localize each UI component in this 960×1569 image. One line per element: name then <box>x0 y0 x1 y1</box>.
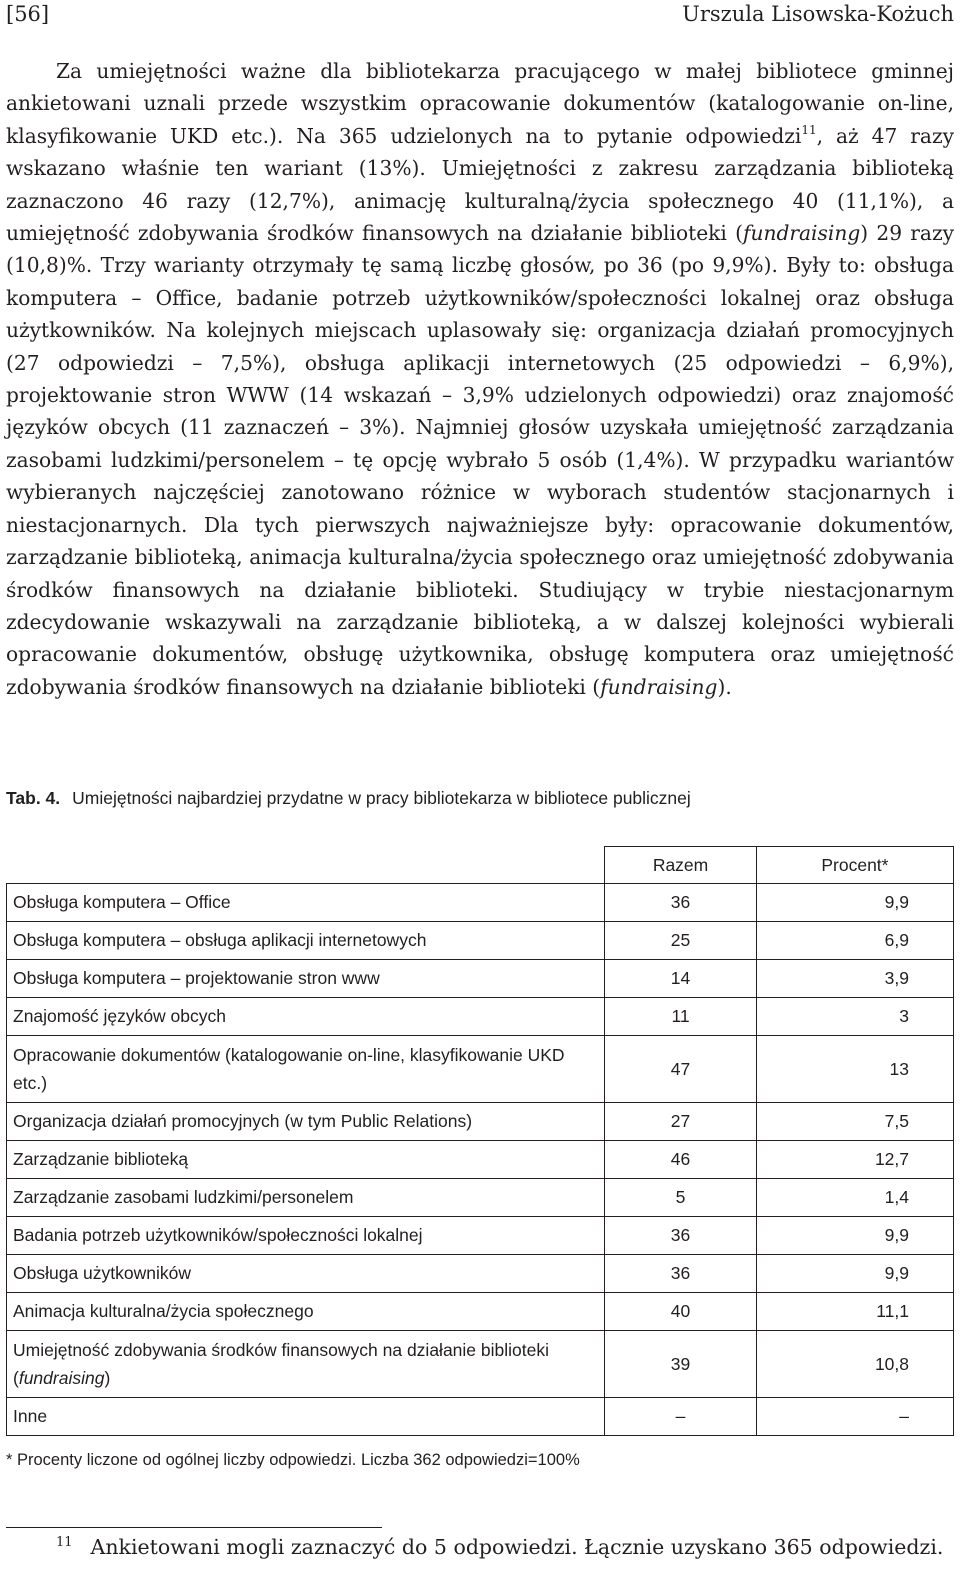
row-procent: 9,9 <box>756 1217 953 1255</box>
row-razem: – <box>605 1398 757 1436</box>
table-row <box>7 1398 954 1436</box>
column-header-procent: Procent* <box>756 847 953 884</box>
row-procent: 3,9 <box>756 960 953 998</box>
row-label: Obsługa komputera – projektowanie stron www <box>7 960 605 998</box>
row-procent: – <box>756 1398 953 1436</box>
page-number: [56] <box>6 2 50 26</box>
table-row <box>7 884 954 922</box>
row-label-italic: fundraising <box>18 1368 105 1388</box>
footnote-divider <box>6 1527 382 1528</box>
row-razem: 39 <box>605 1331 757 1398</box>
row-procent: 12,7 <box>756 1141 953 1179</box>
row-label: Badania potrzeb użytkowników/społeczności lokalnej <box>7 1217 605 1255</box>
row-label: Organizacja działań promocyjnych (w tym Public Relations) <box>7 1103 605 1141</box>
column-header-razem: Razem <box>605 847 757 884</box>
row-procent: 13 <box>756 1036 953 1103</box>
footnote-reference[interactable]: 11 <box>801 122 817 137</box>
row-label: Obsługa użytkowników <box>7 1255 605 1293</box>
row-label-text: Umiejętność zdobywania środków finansowych na działanie biblioteki ( <box>13 1340 549 1388</box>
table-row <box>7 1331 954 1398</box>
row-label: Zarządzanie zasobami ludzkimi/personelem <box>7 1179 605 1217</box>
table-header-blank <box>7 847 605 884</box>
page-header <box>6 0 954 30</box>
running-head-author: Urszula Lisowska-Kożuch <box>682 2 954 26</box>
row-procent: 11,1 <box>756 1293 953 1331</box>
row-label <box>7 1331 605 1398</box>
paragraph-text: ). <box>717 674 732 699</box>
row-label: Obsługa komputera – obsługa aplikacji internetowych <box>7 922 605 960</box>
body-paragraph <box>6 55 954 703</box>
row-procent: 7,5 <box>756 1103 953 1141</box>
table-row <box>7 1036 954 1103</box>
table-row <box>7 1141 954 1179</box>
footnote-text: Ankietowani mogli zaznaczyć do 5 odpowiedzi. Łącznie uzyskano 365 odpowiedzi. <box>90 1535 944 1559</box>
row-procent: 6,9 <box>756 922 953 960</box>
row-razem: 36 <box>605 1255 757 1293</box>
row-razem: 36 <box>605 884 757 922</box>
footnote-number: 11 <box>56 1535 73 1550</box>
table-note: * Procenty liczone od ogólnej liczby odpowiedzi. Liczba 362 odpowiedzi=100% <box>6 1451 580 1469</box>
table-row <box>7 1217 954 1255</box>
row-procent: 9,9 <box>756 1255 953 1293</box>
row-label: Zarządzanie biblioteką <box>7 1141 605 1179</box>
table-caption-text: Umiejętności najbardziej przydatne w pracy bibliotekarza w bibliotece publicznej <box>72 788 691 808</box>
italic-term: fundraising <box>742 221 861 246</box>
body-text <box>6 55 954 703</box>
table-caption <box>6 788 691 809</box>
table-header-row <box>7 847 954 884</box>
table-caption-label: Tab. 4. <box>6 788 61 808</box>
table-row <box>7 1103 954 1141</box>
row-label: Opracowanie dokumentów (katalogowanie on-line, klasyfikowanie UKD etc.) <box>7 1036 605 1103</box>
table-row <box>7 1255 954 1293</box>
row-razem: 46 <box>605 1141 757 1179</box>
row-razem: 11 <box>605 998 757 1036</box>
row-label: Inne <box>7 1398 605 1436</box>
row-procent: 9,9 <box>756 884 953 922</box>
row-label: Znajomość języków obcych <box>7 998 605 1036</box>
row-procent: 10,8 <box>756 1331 953 1398</box>
footnote <box>6 1535 943 1559</box>
row-procent: 1,4 <box>756 1179 953 1217</box>
skills-table <box>6 846 954 1436</box>
paragraph-text: Za umiejętności ważne dla bibliotekarza pracującego w małej bibliotece gminnej ankietowani uznali przede wszystkim opracowanie dokumentów (katalogowanie on-line, klasyfikowanie UKD etc.). Na 365 udzielonych na to pytanie odpowiedzi <box>6 59 954 148</box>
italic-term: fundraising <box>600 674 718 699</box>
row-razem: 47 <box>605 1036 757 1103</box>
row-razem: 14 <box>605 960 757 998</box>
row-label-text: ) <box>104 1368 111 1388</box>
table-row <box>7 1179 954 1217</box>
table-row <box>7 960 954 998</box>
row-razem: 5 <box>605 1179 757 1217</box>
row-label: Obsługa komputera – Office <box>7 884 605 922</box>
table-row <box>7 922 954 960</box>
row-label: Animacja kulturalna/życia społecznego <box>7 1293 605 1331</box>
table-row <box>7 1293 954 1331</box>
row-razem: 40 <box>605 1293 757 1331</box>
row-razem: 27 <box>605 1103 757 1141</box>
table-row <box>7 998 954 1036</box>
paragraph-text: , aż 47 razy wskazano właśnie ten wariant (13%). Umiejętności z zakresu zarządzania biblioteką zaznaczono 46 razy (12,7%), animację kulturalną/życia społecznego 40 (11,1%), a umiejętność zdobywania środków finansowych na działanie biblioteki ( <box>6 123 954 246</box>
row-razem: 25 <box>605 922 757 960</box>
paragraph-text: ) 29 razy (10,8)%. Trzy warianty otrzymały tę samą liczbę głosów, po 36 (po 9,9%). Były to: obsługa komputera – Office, badanie potrzeb użytkowników/społeczności lokalnej oraz obsługa użytkowników. Na kolejnych miejscach uplasowały się: organizacja działań promocyjnych (27 odpowiedzi – 7,5%), obsługa aplikacji internetowych (25 odpowiedzi – 6,9%), projektowanie stron WWW (14 wskazań – 3,9% udzielonych odpowiedzi) oraz znajomość języków obcych (11 zaznaczeń – 3%). Najmniej głosów uzyskała umiejętność zarządzania zasobami ludzkimi/personelem – tę opcję wybrało 5 osób (1,4%). W przypadku wariantów wybieranych najczęściej zanotowano różnice w wyborach studentów stacjonarnych i niestacjonarnych. Dla tych pierwszych najważniejsze były: opracowanie dokumentów, zarządzanie biblioteką, animacja kulturalna/życia społecznego oraz umiejętność zdobywania środków finansowych na działanie biblioteki. Studiujący w trybie niestacjonarnym zdecydowanie wskazywali na zarządzanie biblioteką, a w dalszej kolejności wybierali opracowanie dokumentów, obsługę użytkownika, obsługę komputera oraz umiejętność zdobywania środków finansowych na działanie biblioteki ( <box>6 221 954 699</box>
row-razem: 36 <box>605 1217 757 1255</box>
row-procent: 3 <box>756 998 953 1036</box>
